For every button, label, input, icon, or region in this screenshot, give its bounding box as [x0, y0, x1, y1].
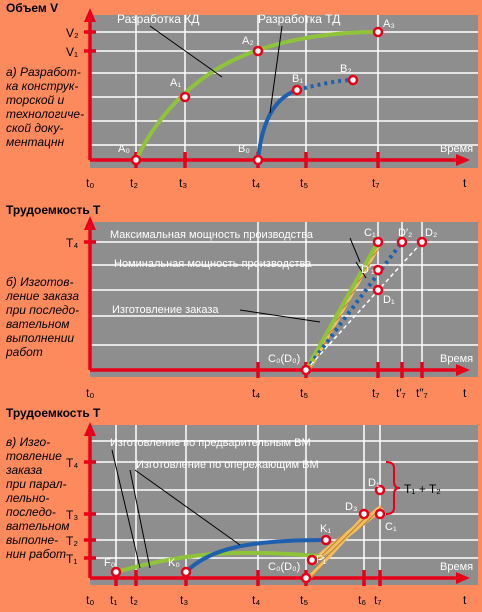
brace-label: T₁ + T₂ [404, 482, 441, 496]
svg-text:t₃: t₃ [180, 593, 189, 607]
label-max-capacity: Максимальная мощность производства [110, 229, 314, 241]
panel-a-description [6, 65, 84, 149]
point-d3: D₃ [345, 501, 358, 513]
tick-t2: t₂ [130, 176, 138, 190]
tick-t4-c: T₄ [66, 456, 79, 470]
svg-text:заказа: заказа [6, 463, 43, 477]
label-nominal-capacity: Номинальная мощность производства [114, 258, 312, 270]
panel-b-x-axis-title: Время [440, 353, 474, 365]
label-td: Разработка ТД [258, 12, 341, 26]
point-k0: K₀ [168, 557, 180, 569]
panel-b-description [5, 275, 79, 359]
svg-text:t′₇: t′₇ [396, 386, 406, 400]
svg-text:вательном: вательном [6, 519, 70, 533]
svg-text:t₆: t₆ [358, 593, 367, 607]
panel-a-x-axis-title: Время [440, 143, 474, 155]
x-end-label: t [463, 176, 467, 190]
tick-t7: t₇ [372, 176, 380, 190]
point-d1-prime: D′₁ [361, 264, 375, 276]
panel-c-x-axis-title: Время [440, 561, 474, 573]
tick-t4-y: T₄ [66, 236, 79, 250]
point-d1-c: D₁ [368, 477, 380, 489]
svg-text:t₇: t₇ [372, 386, 380, 400]
svg-text:при последо-: при последо- [6, 303, 80, 317]
panel-c-y-axis-title: Трудоемкость T [6, 406, 101, 420]
svg-text:ление заказа: ление заказа [6, 289, 80, 303]
point-b2: B₂ [340, 63, 352, 75]
svg-text:t₄: t₄ [252, 593, 261, 607]
panel-b-y-axis-title: Трудоемкость T [6, 203, 101, 217]
point-c1-c: C₁ [385, 521, 397, 533]
tick-t5: t₅ [300, 176, 309, 190]
tick-v1: V₁ [66, 45, 79, 59]
tick-t3: t₃ [179, 176, 188, 190]
point-k1: K₁ [320, 523, 332, 535]
svg-text:t₅: t₅ [300, 386, 309, 400]
svg-text:t₀: t₀ [86, 386, 95, 400]
svg-text:б) Изготов-: б) Изготов- [6, 275, 74, 289]
panel-a [6, 1, 478, 190]
svg-text:вательном: вательном [6, 317, 70, 331]
point-d2-prime: D′₂ [398, 227, 413, 239]
svg-text:t₂: t₂ [130, 593, 138, 607]
panel-a-x-ticks [86, 176, 467, 190]
label-order: Изготовление заказа [112, 304, 219, 316]
point-c0-d0: C₀(D₀) [268, 353, 301, 365]
svg-text:технологиче-: технологиче- [6, 107, 85, 121]
panel-c-x-ticks [86, 593, 467, 607]
svg-text:t₄: t₄ [252, 386, 261, 400]
label-adv-vm: Изготовление по опережающим ВМ [136, 459, 319, 471]
svg-text:нин работ: нин работ [6, 547, 66, 561]
label-prev-vm: Изготовление по предварительным ВМ [110, 437, 311, 449]
point-d2: D₂ [425, 227, 438, 239]
svg-text:t: t [463, 593, 467, 607]
point-a0: A₀ [118, 143, 130, 155]
panel-a-y-axis-title: Объем V [6, 1, 59, 15]
svg-text:последо-: последо- [6, 505, 56, 519]
panel-b [5, 203, 478, 400]
svg-text:торской и: торской и [6, 93, 65, 107]
tick-t4: t₄ [252, 176, 261, 190]
svg-text:ской доку-: ской доку- [6, 121, 64, 135]
point-f1: F₁ [316, 554, 327, 566]
svg-text:лельно-: лельно- [6, 491, 50, 505]
svg-text:ка конструк-: ка конструк- [6, 79, 79, 93]
point-b1: B₁ [292, 73, 304, 85]
point-b0: B₀ [238, 143, 250, 155]
tick-t1-c: T₁ [66, 552, 78, 566]
svg-text:в) Изго-: в) Изго- [6, 435, 51, 449]
svg-text:выполне-: выполне- [6, 533, 59, 547]
point-d1: D₁ [383, 294, 395, 306]
panel-b-x-ticks [86, 386, 467, 400]
svg-text:выполнении: выполнении [6, 331, 75, 345]
label-kd: Разработка КД [117, 12, 200, 26]
svg-text:работ: работ [6, 345, 43, 359]
panel-c-description [5, 435, 70, 561]
point-a1: A₁ [170, 77, 182, 89]
svg-text:t″₇: t″₇ [416, 386, 428, 400]
svg-text:ментацнн: ментацнн [6, 135, 65, 149]
point-a3: A₃ [383, 18, 395, 30]
svg-text:t₅: t₅ [300, 593, 309, 607]
svg-text:t₀: t₀ [86, 593, 95, 607]
svg-text:а) Разработ-: а) Разработ- [6, 65, 81, 79]
tick-v2: V₂ [66, 26, 79, 40]
point-c1: C₁ [364, 227, 376, 239]
tick-t2-c: T₂ [66, 534, 78, 548]
tick-t0: t₀ [86, 176, 95, 190]
svg-text:при парал-: при парал- [6, 477, 67, 491]
svg-text:t: t [463, 386, 467, 400]
svg-text:товление: товление [6, 449, 62, 463]
svg-text:t₁: t₁ [110, 593, 118, 607]
point-a2: A₂ [242, 35, 254, 47]
point-c0-d0-c: C₀(D₀) [268, 561, 301, 573]
panel-c [5, 406, 478, 607]
point-f0: F₀ [104, 557, 116, 569]
tick-t3-c: T₃ [66, 508, 79, 522]
svg-text:t₇: t₇ [374, 593, 382, 607]
